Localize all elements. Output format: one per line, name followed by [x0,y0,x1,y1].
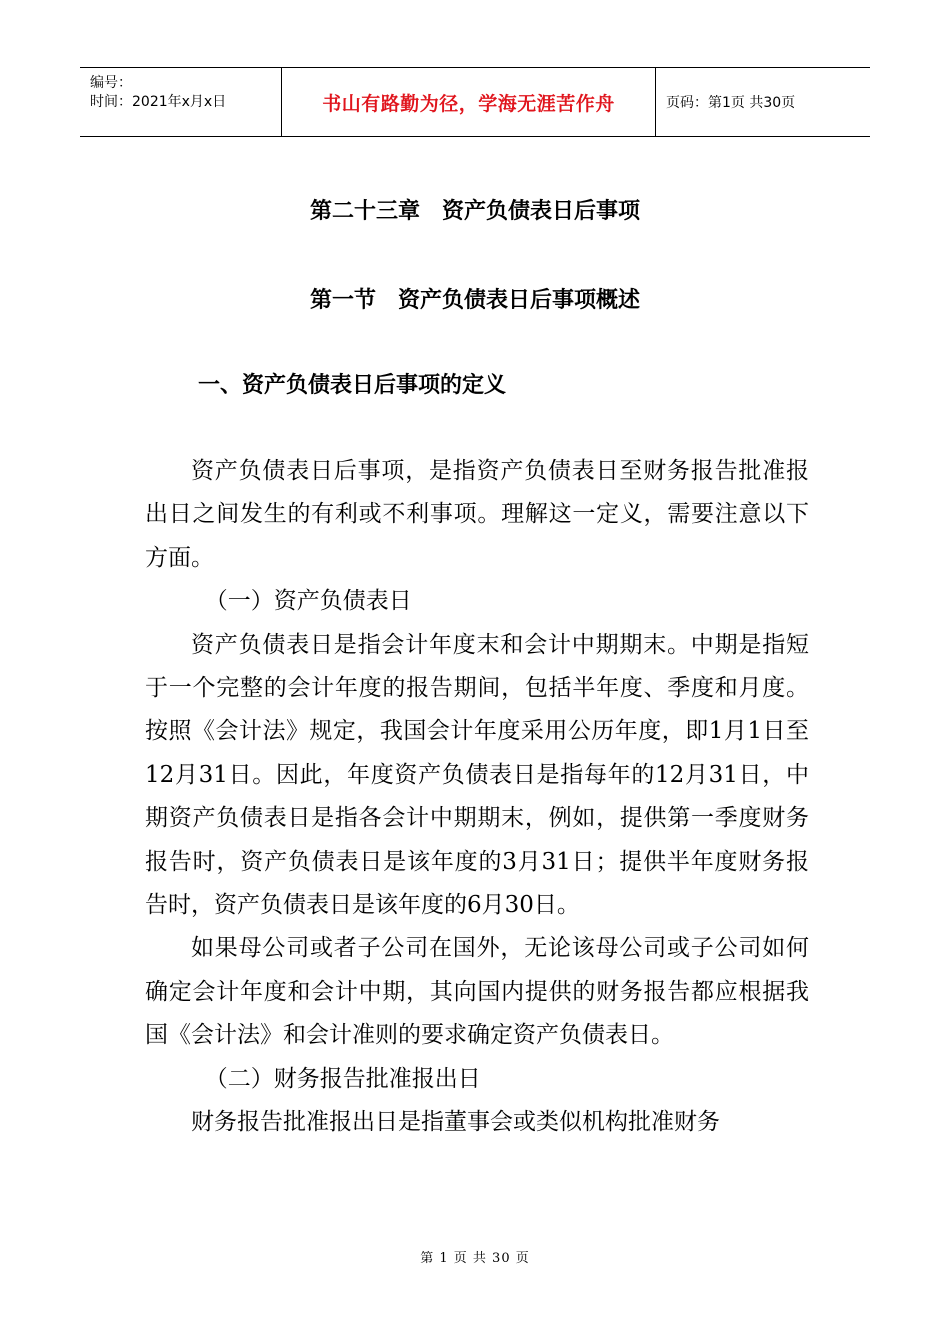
document-header-table [80,67,870,137]
subheading-balance-sheet-date: （一）资产负债表日 [204,588,412,615]
section-title: 第一节 资产负债表日后事项概述 [309,288,640,313]
paragraph: 资产负债表日是指会计年度末和会计中期期末。中期是指短于一个完整的会计年度的报告期间，包括半年度、季度和月度。按照《会计法》规定，我国会计年度采用公历年度，即1月1日至12月31日。因此，年度资产负债表日是指每年的12月31日，中期资产负债表日是指各会计中期期末，例如，提供第一季度财务报告时，资产负债表日是该年度的3月31日；提供半年度财务报告时，资产负债表日是该年度的6月30日。 [145,631,809,919]
heading-definition: 一、资产负债表日后事项的定义 [198,373,507,398]
page-footer: 第 1 页 共 30 页 [420,1251,530,1266]
document-number-label: 编号： [90,75,132,91]
paragraph: 资产负债表日后事项，是指资产负债表日至财务报告批准报出日之间发生的有利或不利事项。理解这一定义，需要注意以下方面。 [145,458,809,571]
subheading-approval-date: （二）财务报告批准报出日 [204,1065,481,1092]
document-time-label: 时间：2021年x月x日 [90,94,227,110]
chapter-title: 第二十三章 资产负债表日后事项 [309,199,640,224]
header-meta-cell [80,68,282,136]
paragraph: 财务报告批准报出日是指董事会或类似机构批准财务 [191,1109,720,1136]
paragraph: 如果母公司或者子公司在国外，无论该母公司或子公司如何确定会计年度和会计中期，其向国内提供的财务报告都应根据我国《会计法》和会计准则的要求确定资产负债表日。 [145,935,809,1049]
document-body [145,450,809,1145]
header-motto: 书山有路勤为径，学海无涯苦作舟 [282,68,656,136]
header-page-info: 页码：第1页 共30页 [666,95,796,111]
